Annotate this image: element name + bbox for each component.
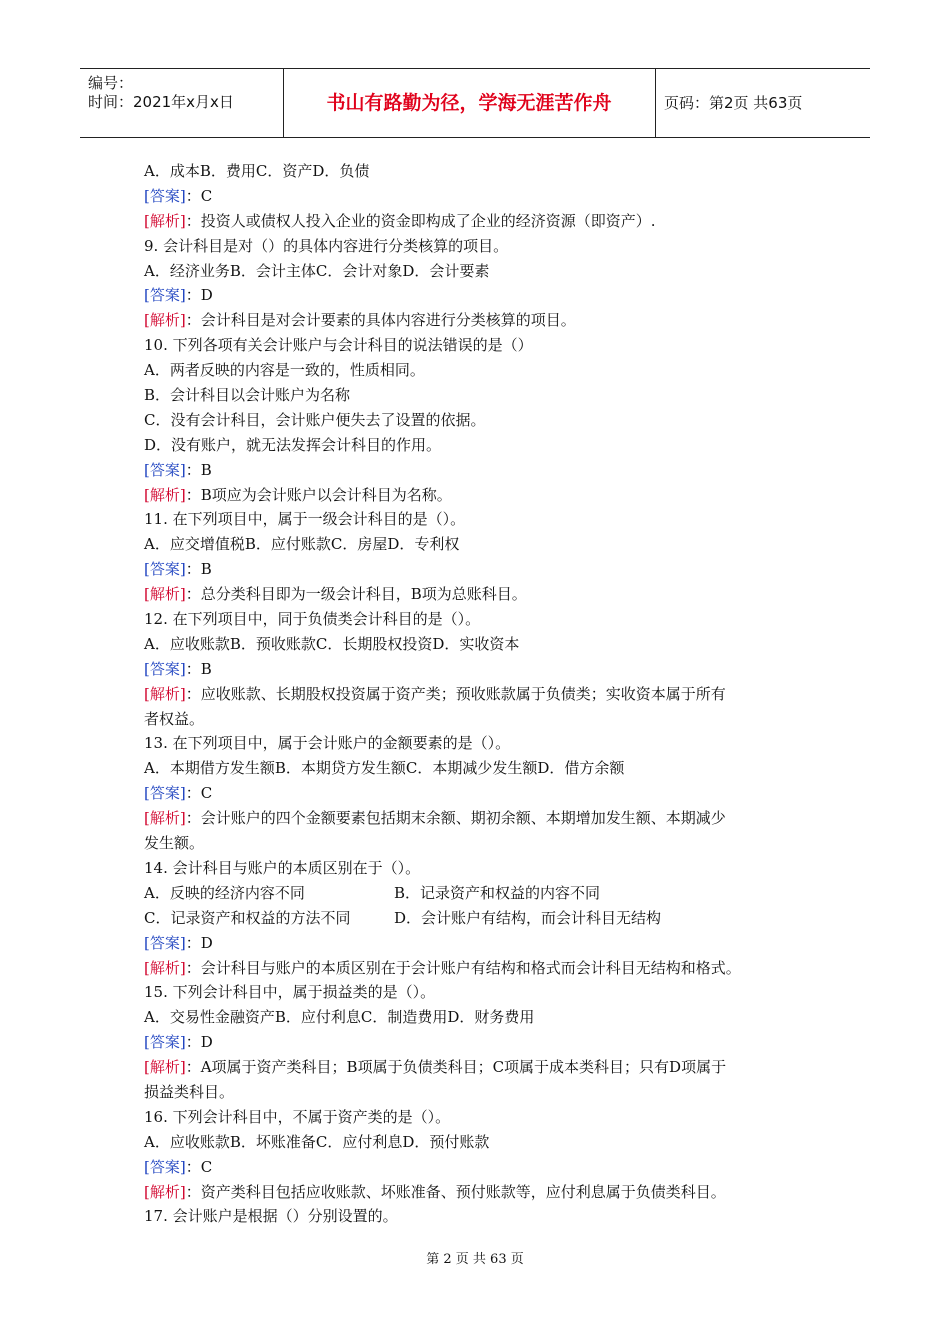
line-text: A．应交增值税B．应付账款C．房屋D．专利权 <box>144 535 460 554</box>
line-text: 11. 在下列项目中，属于一级会计科目的是（）。 <box>144 510 466 529</box>
answer-line <box>144 1030 814 1055</box>
doc-date-label: 时间：2021年x月x日 <box>88 93 234 111</box>
line-text: ：D <box>185 286 213 305</box>
text-line <box>144 1080 814 1105</box>
text-line <box>144 408 814 433</box>
line-text: 发生额。 <box>144 834 205 853</box>
line-text-second-column: D．会计账户有结构，而会计科目无结构 <box>394 908 662 927</box>
explanation-tag: [解析] <box>144 311 186 330</box>
line-text: ：总分类科目即为一级会计科目，B项为总账科目。 <box>185 585 527 604</box>
answer-tag: [答案] <box>144 659 186 678</box>
line-text: A．应收账款B．预收账款C．长期股权投资D．实收资本 <box>144 634 520 653</box>
line-text: ：应收账款、长期股权投资属于资产类；预收账款属于负债类；实收资本属于所有 <box>185 684 726 703</box>
line-text: ：C <box>185 784 213 803</box>
line-text: C．记录资产和权益的方法不同 <box>144 908 351 927</box>
text-line <box>144 906 814 931</box>
text-line <box>144 159 814 184</box>
explanation-tag: [解析] <box>144 211 186 230</box>
text-line <box>144 707 814 732</box>
explanation-line <box>144 209 814 234</box>
answer-tag: [答案] <box>144 933 186 952</box>
page-header <box>80 68 870 138</box>
answer-line <box>144 781 814 806</box>
line-text: ：B <box>185 659 212 678</box>
text-line <box>144 358 814 383</box>
text-line <box>144 756 814 781</box>
explanation-line <box>144 1055 814 1080</box>
explanation-tag: [解析] <box>144 485 186 504</box>
line-text: ：会计科目是对会计要素的具体内容进行分类核算的项目。 <box>185 311 576 330</box>
line-text: 13. 在下列项目中，属于会计账户的金额要素的是（）。 <box>144 734 511 753</box>
explanation-line <box>144 308 814 333</box>
line-text: ：B <box>185 460 212 479</box>
line-text: 14. 会计科目与账户的本质区别在于（）。 <box>144 858 421 877</box>
line-text: 12. 在下列项目中，同于负债类会计科目的是（）。 <box>144 610 481 629</box>
line-text: C．没有会计科目，会计账户便失去了设置的依据。 <box>144 410 486 429</box>
text-line <box>144 1204 814 1229</box>
line-text: A．反映的经济内容不同 <box>144 883 305 902</box>
answer-line <box>144 184 814 209</box>
text-line <box>144 731 814 756</box>
explanation-line <box>144 682 814 707</box>
line-text: D．没有账户，就无法发挥会计科目的作用。 <box>144 435 442 454</box>
text-line <box>144 856 814 881</box>
answer-line <box>144 657 814 682</box>
line-text: A．两者反映的内容是一致的，性质相同。 <box>144 361 425 380</box>
answer-tag: [答案] <box>144 286 186 305</box>
answer-tag: [答案] <box>144 1033 186 1052</box>
text-line <box>144 980 814 1005</box>
line-text-second-column: B．记录资产和权益的内容不同 <box>394 883 601 902</box>
answer-tag: [答案] <box>144 460 186 479</box>
line-text: ：会计账户的四个金额要素包括期末余额、期初余额、本期增加发生额、本期减少 <box>185 809 726 828</box>
explanation-tag: [解析] <box>144 1182 186 1201</box>
header-page-info: 页码：第2页 共63页 <box>664 94 803 112</box>
text-line <box>144 1105 814 1130</box>
line-text: ：资产类科目包括应收账款、坏账准备、预付账款等，应付利息属于负债类科目。 <box>185 1182 726 1201</box>
line-text: 损益类科目。 <box>144 1082 235 1101</box>
answer-line <box>144 557 814 582</box>
text-line <box>144 333 814 358</box>
line-text: 9. 会计科目是对（）的具体内容进行分类核算的项目。 <box>144 236 509 255</box>
text-line <box>144 1130 814 1155</box>
text-line <box>144 881 814 906</box>
line-text: A．应收账款B．坏账准备C．应付利息D．预付账款 <box>144 1132 490 1151</box>
explanation-tag: [解析] <box>144 585 186 604</box>
answer-tag: [答案] <box>144 560 186 579</box>
answer-tag: [答案] <box>144 1157 186 1176</box>
answer-line <box>144 458 814 483</box>
text-line <box>144 532 814 557</box>
explanation-line <box>144 1180 814 1205</box>
line-text: 10. 下列各项有关会计账户与会计科目的说法错误的是（） <box>144 336 533 355</box>
line-text: ：B项应为会计账户以会计科目为名称。 <box>185 485 452 504</box>
explanation-line <box>144 582 814 607</box>
explanation-tag: [解析] <box>144 958 186 977</box>
line-text: 15. 下列会计科目中，属于损益类的是（）。 <box>144 983 436 1002</box>
line-text: A．经济业务B．会计主体C．会计对象D．会计要素 <box>144 261 490 280</box>
line-text: A．本期借方发生额B．本期贷方发生额C．本期减少发生额D．借方余额 <box>144 759 625 778</box>
question-list <box>144 159 814 1229</box>
line-text: 16. 下列会计科目中，不属于资产类的是（）。 <box>144 1107 451 1126</box>
line-text: B．会计科目以会计账户为名称 <box>144 386 351 405</box>
answer-line <box>144 931 814 956</box>
line-text: ：会计科目与账户的本质区别在于会计账户有结构和格式而会计科目无结构和格式。 <box>185 958 741 977</box>
explanation-tag: [解析] <box>144 684 186 703</box>
text-line <box>144 831 814 856</box>
line-text: ：D <box>185 1033 213 1052</box>
line-text: 者权益。 <box>144 709 205 728</box>
explanation-line <box>144 956 814 981</box>
text-line <box>144 433 814 458</box>
doc-number-label: 编号： <box>88 74 134 92</box>
line-text: ：C <box>185 1157 213 1176</box>
text-line <box>144 1005 814 1030</box>
text-line <box>144 234 814 259</box>
explanation-line <box>144 806 814 831</box>
explanation-tag: [解析] <box>144 1058 186 1077</box>
explanation-line <box>144 483 814 508</box>
answer-tag: [答案] <box>144 186 186 205</box>
text-line <box>144 632 814 657</box>
line-text: ：D <box>185 933 213 952</box>
line-text: ：B <box>185 560 212 579</box>
line-text: ：投资人或债权人投入企业的资金即构成了企业的经济资源（即资产）. <box>185 211 656 230</box>
header-motto: 书山有路勤为径，学海无涯苦作舟 <box>283 69 656 137</box>
text-line <box>144 259 814 284</box>
line-text: ：A项属于资产类科目；B项属于负债类科目；C项属于成本类科目；只有D项属于 <box>185 1058 727 1077</box>
line-text: 17. 会计账户是根据（）分别设置的。 <box>144 1207 398 1226</box>
text-line <box>144 383 814 408</box>
line-text: A．成本B．费用C．资产D．负债 <box>144 162 370 180</box>
page-footer: 第 2 页 共 63 页 <box>426 1252 524 1267</box>
line-text: ：C <box>185 186 213 205</box>
line-text: A．交易性金融资产B．应付利息C．制造费用D．财务费用 <box>144 1008 535 1027</box>
header-meta <box>80 69 284 137</box>
text-line <box>144 507 814 532</box>
answer-line <box>144 1155 814 1180</box>
text-line <box>144 607 814 632</box>
answer-tag: [答案] <box>144 784 186 803</box>
explanation-tag: [解析] <box>144 809 186 828</box>
answer-line <box>144 283 814 308</box>
